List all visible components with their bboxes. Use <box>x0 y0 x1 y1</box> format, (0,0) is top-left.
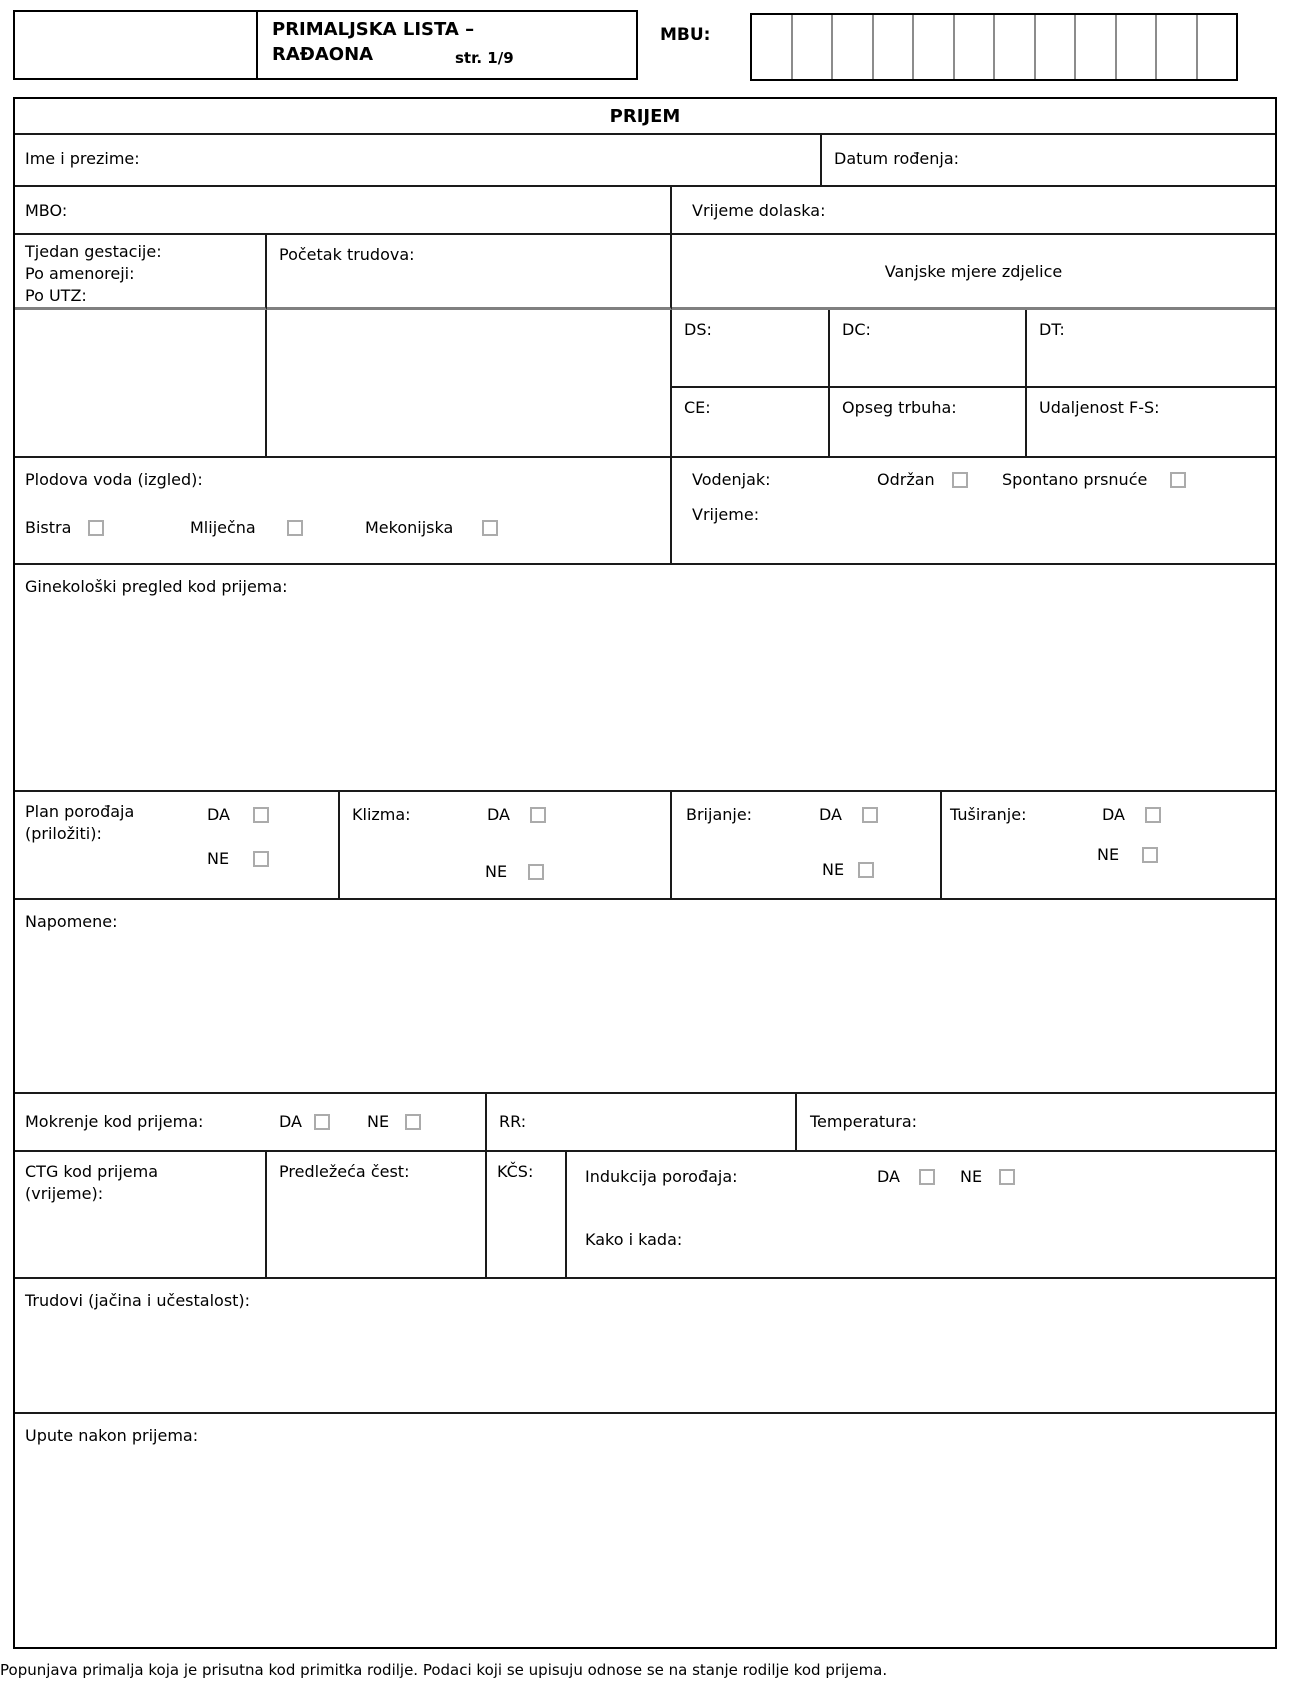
plodova-voda-label: Plodova voda (izgled): <box>25 470 203 489</box>
form-title-line2: RAĐAONA <box>272 44 374 65</box>
prijem-table <box>13 97 1277 1649</box>
plan-ne-label: NE <box>207 849 230 868</box>
mokrenje-da-label: DA <box>279 1112 302 1131</box>
mbu-cell-9[interactable] <box>1076 15 1117 79</box>
bistra-checkbox[interactable] <box>88 520 104 536</box>
plodova-voda-field[interactable] <box>15 458 672 565</box>
plan-ne-checkbox[interactable] <box>253 851 269 867</box>
indukcija-ne-label: NE <box>960 1167 983 1186</box>
plan-porodjaja-field[interactable] <box>15 792 340 900</box>
mbu-cell-8[interactable] <box>1036 15 1077 79</box>
plan-porodjaja-label-line2: (priložiti): <box>25 824 102 843</box>
mekonijska-checkbox[interactable] <box>482 520 498 536</box>
tusiranje-label: Tuširanje: <box>950 805 1027 824</box>
trudova-blank-cell[interactable] <box>267 310 672 458</box>
dt-label: DT: <box>1039 320 1065 339</box>
page-number: str. 1/9 <box>455 49 514 67</box>
upute-label: Upute nakon prijema: <box>25 1426 199 1445</box>
tusiranje-da-checkbox[interactable] <box>1145 807 1161 823</box>
plan-da-checkbox[interactable] <box>253 807 269 823</box>
kako-i-kada-label: Kako i kada: <box>585 1230 683 1249</box>
mbo-label: MBO: <box>25 201 68 220</box>
mbu-cell-10[interactable] <box>1117 15 1158 79</box>
plan-porodjaja-label-line1: Plan porođaja <box>25 802 135 821</box>
indukcija-field[interactable] <box>567 1152 1275 1279</box>
ce-field[interactable] <box>672 388 830 458</box>
mokrenje-da-checkbox[interactable] <box>314 1114 330 1130</box>
mbu-grid[interactable] <box>750 13 1238 81</box>
brijanje-field[interactable] <box>672 792 942 900</box>
pocetak-trudova-label: Početak trudova: <box>279 245 415 264</box>
ctg-field[interactable] <box>15 1152 267 1279</box>
temperatura-label: Temperatura: <box>810 1112 918 1131</box>
ds-field[interactable] <box>672 310 830 388</box>
klizma-field[interactable] <box>340 792 672 900</box>
header-empty-box <box>13 10 258 80</box>
brijanje-label: Brijanje: <box>686 805 753 824</box>
dc-field[interactable] <box>830 310 1027 388</box>
mbu-cell-4[interactable] <box>874 15 915 79</box>
mlijecna-checkbox[interactable] <box>287 520 303 536</box>
ce-label: CE: <box>684 398 711 417</box>
vodenjak-label: Vodenjak: <box>692 470 771 489</box>
ime-prezime-field[interactable] <box>15 135 822 187</box>
bistra-label: Bistra <box>25 518 72 537</box>
indukcija-da-label: DA <box>877 1167 900 1186</box>
vanjske-mjere-header-cell <box>672 235 1275 310</box>
udaljenost-fs-field[interactable] <box>1027 388 1275 458</box>
temperatura-field[interactable] <box>797 1094 1275 1152</box>
klizma-da-checkbox[interactable] <box>530 807 546 823</box>
brijanje-ne-label: NE <box>822 860 845 879</box>
mlijecna-label: Mliječna <box>190 518 256 537</box>
mbu-cell-5[interactable] <box>914 15 955 79</box>
footer-note: Popunjava primalja koja je prisutna kod primitka rodilje. Podaci koji se upisuju odnose se na stanje rodilje kod prijema. <box>0 1661 888 1679</box>
mokrenje-label: Mokrenje kod prijema: <box>25 1112 204 1131</box>
tjedan-gestacije-label: Tjedan gestacije: <box>25 242 162 261</box>
vrijeme-dolaska-label: Vrijeme dolaska: <box>692 201 826 220</box>
mbu-cell-2[interactable] <box>793 15 834 79</box>
indukcija-ne-checkbox[interactable] <box>999 1169 1015 1185</box>
tusiranje-da-label: DA <box>1102 805 1125 824</box>
brijanje-da-checkbox[interactable] <box>862 807 878 823</box>
klizma-ne-checkbox[interactable] <box>528 864 544 880</box>
trudovi-field[interactable] <box>15 1279 1275 1414</box>
gestacije-blank-cell[interactable] <box>15 310 267 458</box>
predlezeca-cest-label: Predležeća čest: <box>279 1162 410 1181</box>
dc-label: DC: <box>842 320 871 339</box>
spontano-prsnuce-label: Spontano prsnuće <box>1002 470 1148 489</box>
datum-rodjenja-label: Datum rođenja: <box>834 149 960 168</box>
pocetak-trudova-field[interactable] <box>267 235 672 310</box>
mokrenje-ne-checkbox[interactable] <box>405 1114 421 1130</box>
mekonijska-label: Mekonijska <box>365 518 454 537</box>
trudovi-label: Trudovi (jačina i učestalost): <box>25 1291 251 1310</box>
ds-label: DS: <box>684 320 712 339</box>
upute-field[interactable] <box>15 1414 1275 1647</box>
mbu-cell-3[interactable] <box>833 15 874 79</box>
tusiranje-field[interactable] <box>942 792 1275 900</box>
section-header-row <box>15 99 1275 135</box>
vrijeme-label: Vrijeme: <box>692 505 760 524</box>
mbu-cell-11[interactable] <box>1157 15 1198 79</box>
napomene-field[interactable] <box>15 900 1275 1094</box>
tusiranje-ne-checkbox[interactable] <box>1142 847 1158 863</box>
mbu-cell-1[interactable] <box>752 15 793 79</box>
opseg-trbuha-field[interactable] <box>830 388 1027 458</box>
vanjske-mjere-label: Vanjske mjere zdjelice <box>884 261 1063 281</box>
mokrenje-ne-label: NE <box>367 1112 390 1131</box>
odrzan-label: Održan <box>877 470 935 489</box>
mbu-cell-6[interactable] <box>955 15 996 79</box>
rr-label: RR: <box>499 1112 527 1131</box>
udaljenost-fs-label: Udaljenost F-S: <box>1039 398 1160 417</box>
dt-field[interactable] <box>1027 310 1275 388</box>
klizma-label: Klizma: <box>352 805 411 824</box>
plan-da-label: DA <box>207 805 230 824</box>
mbu-cell-12[interactable] <box>1198 15 1237 79</box>
kcs-field[interactable] <box>487 1152 567 1279</box>
mbu-label: MBU: <box>660 25 711 45</box>
ime-prezime-label: Ime i prezime: <box>25 149 140 168</box>
napomene-label: Napomene: <box>25 912 118 931</box>
rr-field[interactable] <box>487 1094 797 1152</box>
tjedan-gestacije-field[interactable] <box>15 235 267 310</box>
mbu-cell-7[interactable] <box>995 15 1036 79</box>
vodenjak-field[interactable] <box>672 458 1275 565</box>
mbo-field[interactable] <box>15 187 672 235</box>
po-utz-label: Po UTZ: <box>25 286 87 305</box>
ginekoloski-pregled-field[interactable] <box>15 565 1275 792</box>
indukcija-da-checkbox[interactable] <box>919 1169 935 1185</box>
mokrenje-field[interactable] <box>15 1094 487 1152</box>
datum-rodjenja-field[interactable] <box>822 135 1275 187</box>
kcs-label: KČS: <box>497 1162 534 1181</box>
ctg-label-line2: (vrijeme): <box>25 1184 104 1203</box>
header-title-box <box>256 10 638 80</box>
opseg-trbuha-label: Opseg trbuha: <box>842 398 957 417</box>
predlezeca-cest-field[interactable] <box>267 1152 487 1279</box>
klizma-ne-label: NE <box>485 862 508 881</box>
spontano-prsnuce-checkbox[interactable] <box>1170 472 1186 488</box>
form-title-line1: PRIMALJSKA LISTA – <box>272 19 475 40</box>
ctg-label-line1: CTG kod prijema <box>25 1162 159 1181</box>
vrijeme-dolaska-field[interactable] <box>672 187 1275 235</box>
brijanje-da-label: DA <box>819 805 842 824</box>
odrzan-checkbox[interactable] <box>952 472 968 488</box>
ginekoloski-pregled-label: Ginekološki pregled kod prijema: <box>25 577 288 596</box>
tusiranje-ne-label: NE <box>1097 845 1120 864</box>
klizma-da-label: DA <box>487 805 510 824</box>
po-amenoreji-label: Po amenoreji: <box>25 264 135 283</box>
brijanje-ne-checkbox[interactable] <box>858 862 874 878</box>
indukcija-label: Indukcija porođaja: <box>585 1167 738 1186</box>
section-title: PRIJEM <box>609 105 681 127</box>
